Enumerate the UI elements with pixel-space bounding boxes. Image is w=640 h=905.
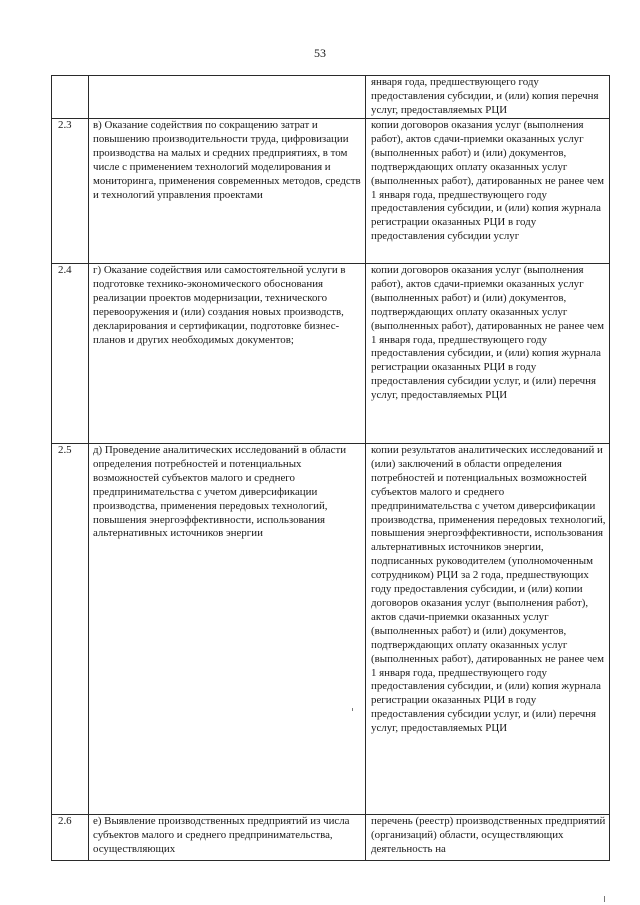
table-row xyxy=(52,815,610,861)
scan-mark xyxy=(604,896,605,902)
supporting-documents: копии результатов аналитических исследований и (или) заключений в области определения потребностей и потенциальных возможностей субъектов малого и среднего предпринимательства с учетом диверсификации производства, применения передовых технологий, повышения энергоэффективности, использования альтернативных источников энергии, подписанных руководителем (уполномоченным сотрудником) РЦИ за 2 года, предшествующих году предоставления субсидии, и (или) копии договоров оказания услуг (выполнения работ), актов сдачи-приемки оказанных услуг (выполненных работ) и (или) документов, подтверждающих оплату оказанных услуг (выполненных работ), датированных не ранее чем 1 января года, предшествующего году предоставления субсидии, и (или) копия журнала регистрации оказанных РЦИ в году предоставления субсидии услуг, и (или) перечня услуг, предоставляемых РЦИ xyxy=(366,444,610,815)
table-row xyxy=(52,264,610,444)
row-number: 2.5 xyxy=(52,444,89,815)
page-number: 53 xyxy=(314,46,326,60)
scan-mark xyxy=(352,708,353,711)
services-table xyxy=(51,75,610,861)
service-description: г) Оказание содействия или самостоятельной услуги в подготовке технико-экономического обоснования реализации проектов модернизации, технического перевооружения и (или) создания новых производств, декларирования и сертификации, подготовке бизнес-планов и других необходимых документов; xyxy=(89,264,366,444)
row-number: 2.4 xyxy=(52,264,89,444)
supporting-documents: копии договоров оказания услуг (выполнения работ), актов сдачи-приемки оказанных услуг (выполненных работ) и (или) документов, подтверждающих оплату оказанных услуг (выполненных работ), датированных не ранее чем 1 января года, предшествующего году предоставления субсидии, и (или) копия журнала регистрации оказанных РЦИ в году предоставления субсидии услуг, и (или) перечня услуг, предоставляемых РЦИ xyxy=(366,264,610,444)
row-number xyxy=(52,76,89,119)
table-row xyxy=(52,76,610,119)
row-number: 2.3 xyxy=(52,119,89,264)
table-row xyxy=(52,119,610,264)
row-number: 2.6 xyxy=(52,815,89,861)
service-description: д) Проведение аналитических исследований в области определения потребностей и потенциальных возможностей субъектов малого и среднего предпринимательства с учетом диверсификации производства, применения передовых технологий, повышения энергоэффективности, использования альтернативных источников энергии xyxy=(89,444,366,815)
service-description: в) Оказание содействия по сокращению затрат и повышению производительности труда, цифровизации производства на малых и средних предприятиях, в том числе с применением технологий моделирования и мониторинга, применения современных методов, средств и технологий управления проектами xyxy=(89,119,366,264)
service-description xyxy=(89,76,366,119)
supporting-documents: января года, предшествующего году предоставления субсидии, и (или) копия перечня услуг, предоставляемых РЦИ xyxy=(366,76,610,119)
supporting-documents: перечень (реестр) производственных предприятий (организаций) области, осуществляющих деятельность на xyxy=(366,815,610,861)
service-description: е) Выявление производственных предприятий из числа субъектов малого и среднего предпринимательства, осуществляющих xyxy=(89,815,366,861)
table-row xyxy=(52,444,610,815)
supporting-documents: копии договоров оказания услуг (выполнения работ), актов сдачи-приемки оказанных услуг (выполненных работ) и (или) документов, подтверждающих оплату оказанных услуг (выполненных работ), датированных не ранее чем 1 января года, предшествующего году предоставления субсидии, и (или) копия журнала регистрации оказанных РЦИ в году предоставления субсидии услуг xyxy=(366,119,610,264)
